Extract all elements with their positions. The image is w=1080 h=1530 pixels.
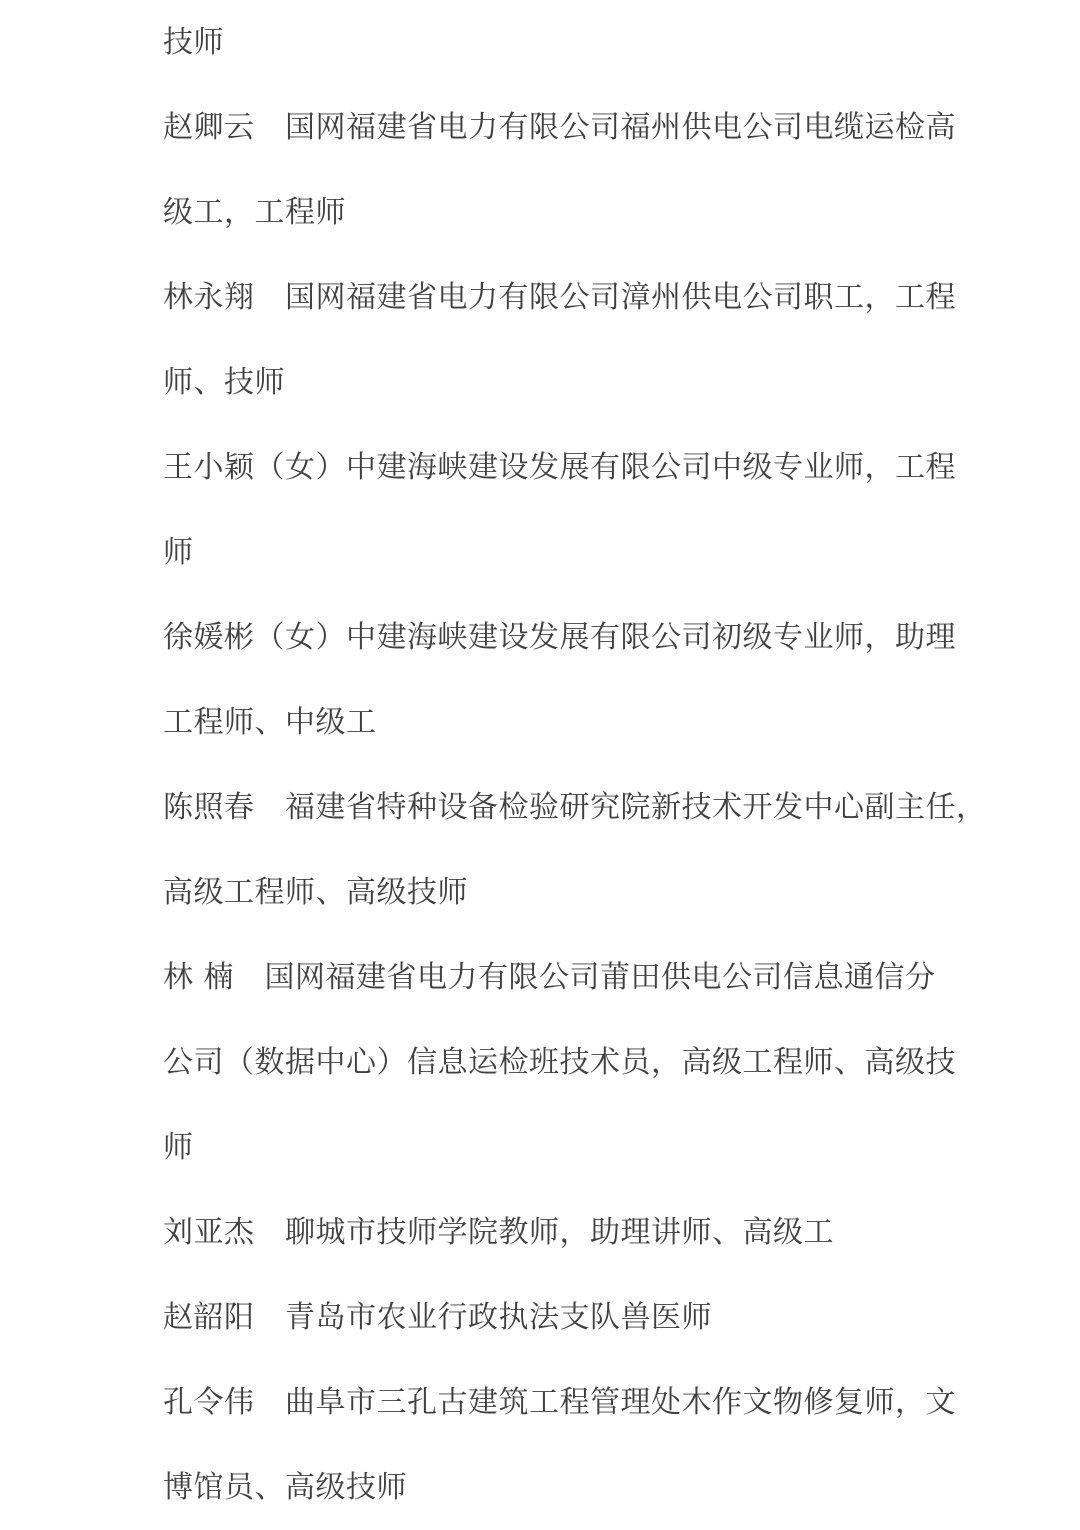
text-line: 赵韶阳 青岛市农业行政执法支队兽医师 xyxy=(163,1300,712,1335)
text-line: 高级工程师、高级技师 xyxy=(163,875,468,910)
text-line: 赵卿云 国网福建省电力有限公司福州供电公司电缆运检高 xyxy=(163,110,956,145)
text-line: 孔令伟 曲阜市三孔古建筑工程管理处木作文物修复师，文 xyxy=(163,1385,956,1420)
text-line: 师 xyxy=(163,535,194,570)
text-line: 王小颖（女）中建海峡建设发展有限公司中级专业师，工程 xyxy=(163,450,956,485)
text-line: 刘亚杰 聊城市技师学院教师，助理讲师、高级工 xyxy=(163,1215,834,1250)
text-line: 徐媛彬（女）中建海峡建设发展有限公司初级专业师，助理 xyxy=(163,620,956,655)
text-line: 技师 xyxy=(163,25,224,60)
text-line: 陈照春 福建省特种设备检验研究院新技术开发中心副主任， xyxy=(163,790,987,825)
text-line: 师 xyxy=(163,1130,194,1165)
text-line: 级工，工程师 xyxy=(163,195,346,230)
text-line: 公司（数据中心）信息运检班技术员，高级工程师、高级技 xyxy=(163,1045,956,1080)
text-line: 林 楠 国网福建省电力有限公司莆田供电公司信息通信分 xyxy=(163,960,936,995)
text-line: 工程师、中级工 xyxy=(163,705,377,740)
text-line: 博馆员、高级技师 xyxy=(163,1470,407,1505)
text-line: 师、技师 xyxy=(163,365,285,400)
text-line: 林永翔 国网福建省电力有限公司漳州供电公司职工，工程 xyxy=(163,280,956,315)
